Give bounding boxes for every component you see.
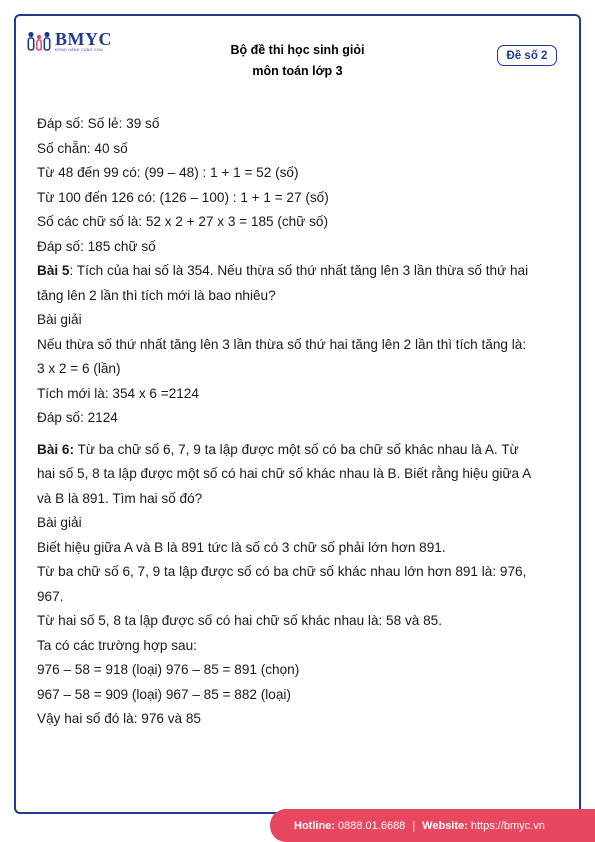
website-link[interactable]: https://bmyc.vn: [470, 819, 545, 832]
problem-6-line-2: hai số 5, 8 ta lập được một số có hai chữ số khác nhau là B. Biết rằng hiệu giữa A: [37, 466, 532, 481]
problem-6-line-1: [37, 438, 560, 463]
title-line-2: môn toán lớp 3: [252, 64, 343, 78]
text-line: Đáp số: 185 chữ số: [37, 238, 156, 254]
contact-footer: [270, 809, 595, 842]
solution-heading: Bài giải: [37, 312, 82, 327]
problem-6-text: Từ ba chữ số 6, 7, 9 ta lập được một số có ba chữ số khác nhau là A. Từ: [74, 441, 519, 457]
document-body: [37, 112, 560, 732]
problem-5-label: Bài 5: [37, 263, 70, 278]
text-line: 3 x 2 = 6 (lần): [37, 361, 121, 376]
problem-5-text: : Tích của hai số là 354. Nếu thừa số thứ nhất tăng lên 3 lần thừa số thứ hai: [69, 263, 529, 278]
text-line: Từ 48 đến 99 có: (99 – 48) : 1 + 1 = 52 (số): [37, 165, 299, 180]
text-line: Nếu thừa số thứ nhất tăng lên 3 lần thừa số thứ hai tăng lên 2 lần thì tích tăng là:: [37, 336, 527, 352]
text-line: Số các chữ số là: 52 x 2 + 27 x 3 = 185 (chữ số): [37, 214, 328, 229]
exam-number-badge: Đề số 2: [497, 45, 557, 66]
hotline-label: Hotline:: [294, 819, 335, 832]
text-line: 967 – 58 = 909 (loại) 967 – 85 = 882 (loại): [37, 686, 291, 702]
text-line: Từ 100 đến 126 có: (126 – 100) : 1 + 1 = 27 (số): [37, 189, 329, 205]
footer-separator: |: [412, 819, 416, 832]
hotline-number[interactable]: 0888.01.6688: [338, 819, 406, 832]
title-line-1: Bộ đề thi học sinh giỏi: [230, 43, 365, 57]
logo-tagline: ĐỒNG HÀNH CÙNG CON: [55, 48, 103, 52]
logo-name: BMYC: [55, 29, 112, 49]
text-line: Vậy hai số đó là: 976 và 85: [37, 711, 201, 726]
text-line: 976 – 58 = 918 (loại) 976 – 85 = 891 (chọn): [37, 662, 300, 677]
text-line: Từ ba chữ số 6, 7, 9 ta lập được số có ba chữ số khác nhau lớn hơn 891 là: 976,: [37, 564, 527, 579]
text-line: Đáp số: Số lẻ: 39 số: [37, 116, 160, 131]
problem-6-label: Bài 6:: [37, 441, 75, 457]
text-line: Đáp số: 2124: [37, 410, 118, 425]
text-line: 967.: [37, 588, 64, 604]
text-line: Từ hai số 5, 8 ta lập được số có hai chữ số khác nhau là: 58 và 85.: [37, 613, 442, 628]
problem-6-line-3: và B là 891. Tìm hai số đó?: [37, 490, 203, 506]
text-line: Tích mới là: 354 x 6 =2124: [37, 385, 199, 401]
solution-heading: Bài giải: [37, 515, 82, 530]
text-line: Số chẵn: 40 số: [37, 140, 128, 156]
text-line: Biết hiệu giữa A và B là 891 tức là số có 3 chữ số phải lớn hơn 891.: [37, 539, 446, 555]
text-line: Ta có các trường hợp sau:: [37, 637, 197, 653]
website-label: Website:: [422, 819, 468, 832]
problem-5-line-1: [37, 259, 560, 284]
problem-5-line-2: tăng lên 2 lần thì tích mới là bao nhiêu?: [37, 287, 276, 303]
